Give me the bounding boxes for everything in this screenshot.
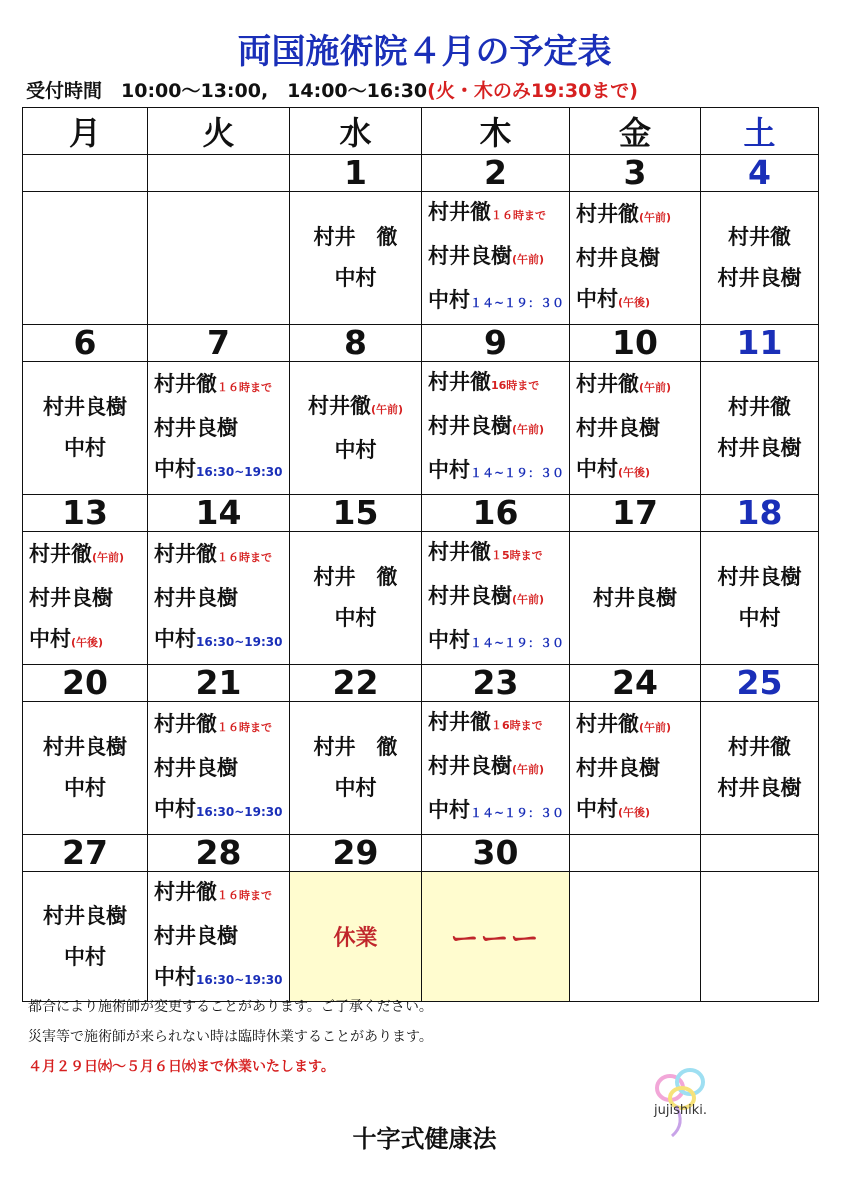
staff-hours-note: (午後) — [618, 805, 651, 819]
staff-hours-note: (午前) — [639, 720, 672, 734]
staff-entry — [43, 387, 127, 428]
staff-hours-note: (午前) — [512, 763, 545, 776]
staff-list — [290, 386, 421, 471]
staff-row — [23, 362, 819, 495]
staff-list — [422, 362, 569, 494]
staff-hours-note: １６時まで — [217, 889, 272, 902]
reception-hours-note: (火・木のみ19:30まで) — [427, 80, 638, 102]
staff-cell — [23, 192, 148, 325]
staff-hours-note: (午前) — [512, 253, 545, 266]
date-cell: 9 — [422, 325, 570, 362]
date-cell: 7 — [148, 325, 290, 362]
notice-line-change: 都合により施術師が変更することがあります。ご了承ください。 — [28, 999, 433, 1015]
date-row — [23, 155, 819, 192]
staff-name: 中村 — [334, 776, 377, 800]
staff-name: 中村 — [154, 626, 196, 651]
staff-name: 村井徹 — [428, 710, 491, 734]
staff-hours-note: １６時まで — [217, 550, 272, 564]
staff-name: 村井良樹 — [43, 735, 127, 759]
staff-name: 中村 — [428, 458, 470, 482]
staff-entry — [154, 916, 238, 957]
staff-entry — [64, 768, 106, 809]
staff-name: 村井良樹 — [154, 755, 238, 780]
staff-list — [23, 727, 147, 809]
staff-entry — [428, 236, 544, 280]
staff-name: 村井 徹 — [313, 735, 398, 759]
staff-name: 中村 — [428, 288, 470, 312]
staff-list — [148, 704, 289, 833]
staff-cell — [148, 192, 290, 325]
staff-cell — [148, 702, 290, 835]
schedule-calendar — [22, 107, 819, 1002]
staff-list — [701, 387, 818, 469]
staff-entry — [428, 790, 564, 834]
closed-label: 休業 — [333, 926, 378, 951]
date-cell: 27 — [23, 835, 148, 872]
date-cell: 10 — [570, 325, 701, 362]
weekday-label: 金 — [570, 108, 701, 155]
weekday-label: 火 — [148, 108, 290, 155]
staff-entry — [428, 620, 564, 664]
weekday-label: 木 — [422, 108, 570, 155]
staff-entry — [154, 408, 238, 449]
staff-hours-note: (午前) — [639, 210, 672, 224]
staff-hours-note: (午前) — [512, 593, 545, 606]
staff-entry — [576, 238, 660, 279]
staff-entry — [154, 619, 282, 663]
date-cell: 17 — [570, 495, 701, 532]
staff-name: 村井徹 — [154, 541, 217, 566]
staff-hours-note: １４~１９：３０ — [470, 806, 565, 820]
staff-hours-note: １４~１９：３０ — [470, 296, 565, 310]
staff-entry — [29, 578, 113, 619]
staff-cell — [701, 532, 819, 665]
staff-list — [570, 194, 700, 323]
staff-entry — [335, 258, 377, 299]
staff-name: 中村 — [64, 436, 106, 460]
staff-hours-note: (午後) — [618, 295, 651, 309]
date-cell: 1 — [290, 155, 422, 192]
staff-cell — [570, 702, 701, 835]
date-row — [23, 495, 819, 532]
logo-wordmark: jujishiki. — [654, 1103, 707, 1118]
notice-line-holiday: ４月２９日㈬～５月６日㈬まで休業いたします。 — [28, 1059, 335, 1075]
staff-name: 村井良樹 — [428, 414, 512, 438]
staff-list — [290, 557, 421, 639]
staff-hours-note: (午前) — [92, 550, 125, 564]
staff-name: 中村 — [576, 796, 618, 821]
date-cell: 4 — [701, 155, 819, 192]
staff-entry — [428, 362, 539, 406]
staff-cell — [23, 362, 148, 495]
date-cell: 24 — [570, 665, 701, 702]
staff-name: 中村 — [64, 776, 106, 800]
staff-name: 村井良樹 — [43, 903, 127, 928]
staff-list — [23, 387, 147, 469]
staff-cell — [148, 362, 290, 495]
staff-entry — [576, 279, 650, 323]
date-cell: 11 — [701, 325, 819, 362]
staff-entry — [728, 727, 791, 768]
staff-cell — [701, 192, 819, 325]
staff-name: 村井良樹 — [154, 415, 238, 440]
staff-entry — [739, 598, 781, 639]
staff-name: 村井良樹 — [154, 585, 238, 610]
weekday-label: 土 — [701, 108, 819, 155]
staff-hours-note: 16:30~19:30 — [196, 973, 283, 987]
date-row — [23, 665, 819, 702]
staff-list — [23, 896, 147, 978]
staff-hours-note: １４~１９：３０ — [470, 466, 565, 480]
staff-name: 村井良樹 — [43, 395, 127, 419]
date-cell: 28 — [148, 835, 290, 872]
staff-name: 村井徹 — [154, 711, 217, 736]
staff-name: 中村 — [428, 798, 470, 822]
staff-entry — [154, 449, 282, 493]
staff-list — [148, 872, 289, 1001]
staff-cell — [570, 362, 701, 495]
staff-entry — [335, 430, 377, 471]
date-cell: 15 — [290, 495, 422, 532]
staff-cell — [570, 532, 701, 665]
staff-list — [422, 192, 569, 324]
staff-name: 村井徹 — [576, 201, 639, 226]
staff-name: 村井 徹 — [313, 565, 398, 589]
staff-entry — [314, 217, 398, 258]
weekday-label: 水 — [290, 108, 422, 155]
date-cell — [148, 155, 290, 192]
staff-entry — [154, 534, 272, 578]
staff-entry — [576, 364, 671, 408]
staff-name: 村井良樹 — [576, 245, 660, 270]
staff-name: 中村 — [576, 456, 618, 481]
staff-cell — [148, 532, 290, 665]
staff-entry — [728, 217, 791, 258]
staff-entry — [29, 534, 124, 578]
staff-entry — [428, 532, 543, 576]
date-cell: 14 — [148, 495, 290, 532]
staff-cell — [701, 362, 819, 495]
staff-name: 村井徹 — [576, 711, 639, 736]
date-cell: 8 — [290, 325, 422, 362]
staff-hours-note: (午前) — [512, 423, 545, 436]
staff-entry — [718, 258, 802, 299]
staff-list — [148, 534, 289, 663]
staff-entry — [154, 704, 272, 748]
staff-entry — [593, 578, 677, 619]
staff-entry — [43, 896, 127, 937]
staff-entry — [718, 768, 802, 809]
date-cell: 18 — [701, 495, 819, 532]
staff-name: 村井良樹 — [154, 924, 238, 948]
date-cell: 20 — [23, 665, 148, 702]
staff-name: 中村 — [576, 286, 618, 311]
staff-hours-note: (午後) — [71, 635, 104, 649]
date-cell: 16 — [422, 495, 570, 532]
staff-hours-note: １5時まで — [491, 549, 543, 562]
staff-name: 村井徹 — [307, 393, 371, 418]
weekday-label: 月 — [23, 108, 148, 155]
staff-list — [570, 364, 700, 493]
staff-entry — [576, 194, 671, 238]
staff-hours-note: １４~１９：３０ — [470, 636, 565, 650]
staff-name: 村井徹 — [428, 200, 491, 224]
staff-entry — [428, 746, 544, 790]
staff-entry — [43, 727, 127, 768]
staff-name: 村井徹 — [29, 541, 92, 566]
staff-name: 村井良樹 — [717, 565, 802, 589]
staff-cell — [290, 702, 422, 835]
date-cell: 25 — [701, 665, 819, 702]
staff-hours-note: 16:30~19:30 — [196, 464, 283, 479]
staff-hours-note: 16時まで — [491, 379, 540, 392]
staff-row — [23, 702, 819, 835]
staff-cell — [148, 872, 290, 1002]
staff-entry — [314, 557, 398, 598]
staff-entry — [718, 557, 802, 598]
date-row — [23, 325, 819, 362]
date-cell — [701, 835, 819, 872]
staff-entry — [576, 704, 671, 748]
staff-name: 中村 — [154, 965, 196, 989]
staff-list — [422, 532, 569, 664]
staff-entry — [335, 598, 377, 639]
staff-name: 中村 — [154, 796, 196, 821]
date-cell: 23 — [422, 665, 570, 702]
staff-hours-note: (午前) — [370, 402, 404, 416]
staff-hours-note: １６時まで — [217, 720, 272, 734]
staff-entry — [428, 192, 546, 236]
staff-entry — [154, 872, 272, 916]
staff-entry — [428, 280, 564, 324]
staff-list — [701, 217, 818, 299]
staff-cell — [23, 702, 148, 835]
date-cell — [570, 835, 701, 872]
staff-entry — [64, 937, 106, 978]
staff-name: 村井良樹 — [428, 244, 512, 268]
staff-name: 村井徹 — [728, 735, 791, 759]
date-cell: 13 — [23, 495, 148, 532]
staff-name: 中村 — [428, 628, 470, 652]
staff-hours-note: (午後) — [618, 465, 651, 479]
staff-entry — [428, 702, 543, 746]
staff-entry — [718, 428, 802, 469]
date-cell — [23, 155, 148, 192]
staff-list — [422, 702, 569, 834]
staff-entry — [576, 449, 650, 493]
staff-entry — [335, 768, 377, 809]
staff-row — [23, 532, 819, 665]
staff-name: 村井良樹 — [576, 755, 660, 780]
weekday-header-row — [23, 108, 819, 155]
staff-cell — [422, 702, 570, 835]
staff-list — [290, 727, 421, 809]
staff-row — [23, 872, 819, 1002]
staff-cell — [23, 532, 148, 665]
date-cell: 30 — [422, 835, 570, 872]
staff-list — [701, 727, 818, 809]
staff-cell — [23, 872, 148, 1002]
staff-cell — [290, 532, 422, 665]
staff-name: 村井徹 — [576, 371, 639, 396]
staff-entry — [428, 576, 544, 620]
notice-footer — [28, 992, 433, 1082]
staff-cell — [422, 872, 570, 1002]
staff-name: 中村 — [29, 626, 71, 651]
staff-entry — [154, 789, 282, 833]
staff-hours-note: 16:30~19:30 — [196, 634, 283, 649]
staff-name: 村井良樹 — [593, 585, 677, 610]
staff-entry — [428, 450, 564, 494]
staff-cell — [290, 192, 422, 325]
page-title: 両国施術院４月の予定表 — [237, 32, 612, 72]
date-cell: 21 — [148, 665, 290, 702]
staff-entry — [29, 619, 103, 663]
staff-entry — [576, 408, 660, 449]
staff-cell — [570, 872, 701, 1002]
staff-name: 村井良樹 — [29, 585, 113, 610]
staff-name: 中村 — [334, 606, 377, 630]
staff-entry — [576, 748, 660, 789]
staff-name: 村井徹 — [728, 225, 791, 249]
staff-name: 村井良樹 — [717, 266, 802, 290]
staff-entry — [728, 387, 791, 428]
reception-hours-label: 受付時間 10:00～13:00, 14:00～16:30 — [26, 80, 428, 102]
staff-name: 中村 — [64, 944, 106, 969]
staff-name: 村井良樹 — [576, 415, 660, 440]
staff-name: 村井良樹 — [428, 754, 512, 778]
staff-list — [570, 578, 700, 619]
date-cell: 3 — [570, 155, 701, 192]
staff-name: 村井徹 — [428, 540, 491, 564]
notice-line-disaster: 災害等で施術師が来られない時は臨時休業することがあります。 — [28, 1029, 433, 1045]
staff-name: 中村 — [334, 266, 377, 290]
staff-name: 村井徹 — [154, 880, 217, 904]
staff-entry — [154, 578, 238, 619]
staff-list — [570, 704, 700, 833]
staff-entry — [428, 406, 544, 450]
staff-name: 中村 — [738, 606, 781, 630]
brand-name: 十字式健康法 — [352, 1125, 497, 1153]
staff-cell — [290, 362, 422, 495]
staff-cell — [701, 702, 819, 835]
staff-list — [23, 534, 147, 663]
staff-cell — [570, 192, 701, 325]
staff-entry — [154, 364, 272, 408]
no-service-dash: ーーー — [450, 921, 541, 955]
staff-name: 村井徹 — [154, 371, 217, 396]
date-row — [23, 835, 819, 872]
staff-cell — [290, 872, 422, 1002]
staff-hours-note: １６時まで — [217, 380, 272, 394]
staff-cell — [422, 362, 570, 495]
staff-name: 中村 — [154, 456, 196, 481]
staff-entry — [308, 386, 403, 430]
date-cell: 29 — [290, 835, 422, 872]
date-cell: 22 — [290, 665, 422, 702]
staff-name: 村井良樹 — [428, 584, 512, 608]
staff-name: 村井 徹 — [313, 225, 398, 249]
staff-cell — [422, 192, 570, 325]
staff-entry — [154, 748, 238, 789]
staff-cell — [701, 872, 819, 1002]
staff-name: 村井徹 — [728, 395, 791, 419]
staff-hours-note: １６時まで — [491, 209, 546, 222]
staff-entry — [64, 428, 106, 469]
staff-hours-note: 16:30~19:30 — [196, 804, 283, 819]
staff-entry — [314, 727, 398, 768]
staff-row — [23, 192, 819, 325]
staff-name: 村井良樹 — [717, 436, 802, 460]
staff-hours-note: １6時まで — [491, 719, 543, 732]
staff-name: 中村 — [334, 437, 377, 462]
staff-entry — [576, 789, 650, 833]
staff-hours-note: (午前) — [639, 380, 672, 394]
staff-list — [148, 364, 289, 493]
staff-cell — [422, 532, 570, 665]
date-cell: 6 — [23, 325, 148, 362]
staff-list — [290, 217, 421, 299]
date-cell: 2 — [422, 155, 570, 192]
staff-name: 村井徹 — [428, 370, 491, 394]
reception-hours — [26, 78, 638, 104]
staff-name: 村井良樹 — [717, 776, 802, 800]
staff-list — [701, 557, 818, 639]
